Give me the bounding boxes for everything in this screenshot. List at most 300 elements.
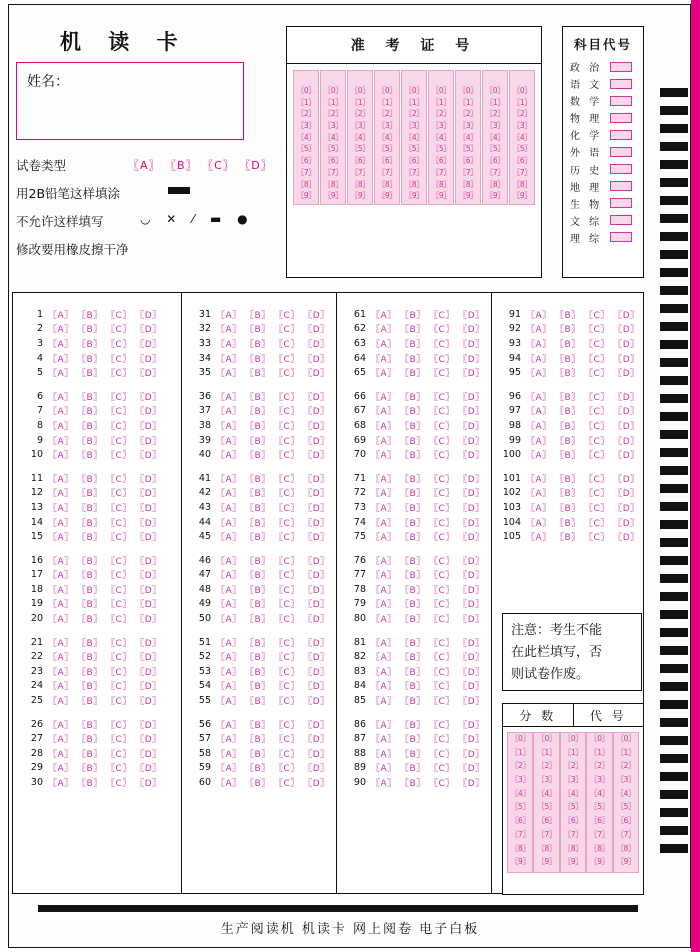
exam-number-bubble[interactable]: 〖3〗: [485, 121, 505, 131]
answer-options[interactable]: 〖A〗 〖B〗 〖C〗 〖D〗: [48, 474, 162, 485]
answer-row[interactable]: [344, 649, 499, 664]
answer-options[interactable]: 〖A〗 〖B〗 〖C〗 〖D〗: [526, 407, 640, 418]
score-bubble[interactable]: 〖9〗: [590, 857, 609, 867]
exam-number-bubble[interactable]: 〖7〗: [431, 167, 451, 177]
score-bubble[interactable]: 〖3〗: [511, 775, 530, 785]
exam-number-column[interactable]: [428, 70, 454, 205]
exam-number-bubble[interactable]: 〖6〗: [377, 156, 397, 166]
exam-number-bubble[interactable]: 〖1〗: [404, 97, 424, 107]
answer-row[interactable]: [344, 746, 499, 761]
score-bubble[interactable]: 〖6〗: [563, 816, 583, 826]
exam-number-column[interactable]: [374, 70, 400, 205]
answer-options[interactable]: 〖A〗 〖B〗 〖C〗 〖D〗: [216, 392, 330, 403]
exam-number-bubble[interactable]: 〖0〗: [431, 86, 451, 95]
answer-options[interactable]: 〖A〗 〖B〗 〖C〗 〖D〗: [526, 474, 640, 485]
score-bubble[interactable]: 〖2〗: [537, 761, 556, 771]
score-bubble[interactable]: 〖9〗: [563, 857, 583, 867]
exam-number-bubble[interactable]: 〖6〗: [512, 156, 532, 166]
exam-number-bubble[interactable]: 〖4〗: [512, 132, 532, 142]
exam-number-bubble[interactable]: 〖0〗: [350, 86, 370, 95]
answer-options[interactable]: 〖A〗 〖B〗 〖C〗 〖D〗: [526, 421, 640, 432]
score-bubble[interactable]: 〖7〗: [511, 829, 530, 839]
exam-number-column[interactable]: [509, 70, 535, 205]
exam-number-bubble[interactable]: 〖8〗: [404, 179, 424, 189]
answer-options[interactable]: 〖A〗 〖B〗 〖C〗 〖D〗: [526, 369, 640, 380]
answer-row[interactable]: [344, 679, 499, 694]
score-bubble-column[interactable]: [613, 732, 639, 873]
answer-options[interactable]: 〖A〗 〖B〗 〖C〗 〖D〗: [48, 682, 162, 693]
exam-number-bubble[interactable]: 〖3〗: [458, 121, 478, 131]
answer-row[interactable]: [21, 649, 176, 664]
answer-row[interactable]: [21, 418, 176, 433]
score-bubble[interactable]: 〖0〗: [511, 734, 530, 743]
answer-options[interactable]: 〖A〗 〖B〗 〖C〗 〖D〗: [216, 503, 330, 514]
exam-number-bubble[interactable]: 〖6〗: [350, 156, 370, 166]
answer-row[interactable]: [499, 307, 654, 322]
answer-options[interactable]: 〖A〗 〖B〗 〖C〗 〖D〗: [48, 667, 162, 678]
answer-row[interactable]: [344, 365, 499, 380]
exam-number-bubble[interactable]: 〖0〗: [512, 86, 532, 95]
score-bubble[interactable]: 〖4〗: [511, 788, 530, 798]
answer-options[interactable]: 〖A〗 〖B〗 〖C〗 〖D〗: [371, 653, 485, 664]
answer-row[interactable]: [189, 529, 344, 544]
score-bubble[interactable]: 〖6〗: [511, 816, 530, 826]
score-bubble[interactable]: 〖2〗: [616, 761, 635, 771]
score-bubble[interactable]: 〖1〗: [511, 747, 530, 757]
exam-number-bubble[interactable]: 〖0〗: [296, 86, 316, 95]
subject-code-bubble[interactable]: [610, 147, 632, 157]
answer-row[interactable]: [344, 404, 499, 419]
score-bubble[interactable]: 〖8〗: [616, 843, 635, 853]
subject-code-row[interactable]: [570, 76, 638, 91]
paper-type-options[interactable]: 〖A〗 〖B〗 〖C〗 〖D〗: [128, 159, 273, 172]
exam-number-bubble[interactable]: 〖7〗: [512, 167, 532, 177]
answer-options[interactable]: 〖A〗 〖B〗 〖C〗 〖D〗: [216, 749, 330, 760]
answer-row[interactable]: [189, 447, 344, 462]
answer-row[interactable]: [499, 322, 654, 337]
answer-row[interactable]: [499, 433, 654, 448]
answer-options[interactable]: 〖A〗 〖B〗 〖C〗 〖D〗: [216, 600, 330, 611]
answer-row[interactable]: [21, 693, 176, 708]
answer-row[interactable]: [344, 500, 499, 515]
answer-row[interactable]: [344, 433, 499, 448]
answer-options[interactable]: 〖A〗 〖B〗 〖C〗 〖D〗: [371, 310, 485, 321]
answer-options[interactable]: 〖A〗 〖B〗 〖C〗 〖D〗: [48, 638, 162, 649]
exam-number-bubble[interactable]: 〖8〗: [350, 179, 370, 189]
answer-options[interactable]: 〖A〗 〖B〗 〖C〗 〖D〗: [216, 339, 330, 350]
subject-code-bubble[interactable]: [610, 232, 632, 242]
answer-options[interactable]: 〖A〗 〖B〗 〖C〗 〖D〗: [216, 310, 330, 321]
exam-number-bubble[interactable]: 〖5〗: [431, 144, 451, 154]
answer-row[interactable]: [499, 351, 654, 366]
answer-row[interactable]: [499, 515, 654, 530]
answer-row[interactable]: [21, 322, 176, 337]
exam-number-bubble[interactable]: 〖4〗: [485, 132, 505, 142]
exam-number-column[interactable]: [482, 70, 508, 205]
answer-options[interactable]: 〖A〗 〖B〗 〖C〗 〖D〗: [48, 339, 162, 350]
name-field-box[interactable]: [16, 62, 244, 140]
answer-row[interactable]: [189, 693, 344, 708]
subject-code-row[interactable]: [570, 162, 638, 177]
answer-row[interactable]: [21, 664, 176, 679]
exam-number-bubble[interactable]: 〖1〗: [512, 97, 532, 107]
exam-number-bubble[interactable]: 〖5〗: [377, 144, 397, 154]
answer-options[interactable]: 〖A〗 〖B〗 〖C〗 〖D〗: [371, 735, 485, 746]
answer-row[interactable]: [189, 568, 344, 583]
answer-options[interactable]: 〖A〗 〖B〗 〖C〗 〖D〗: [371, 764, 485, 775]
answer-options[interactable]: 〖A〗 〖B〗 〖C〗 〖D〗: [371, 503, 485, 514]
answer-row[interactable]: [21, 635, 176, 650]
exam-number-bubble[interactable]: 〖3〗: [377, 121, 397, 131]
exam-number-bubble[interactable]: 〖3〗: [431, 121, 451, 131]
answer-row[interactable]: [189, 664, 344, 679]
exam-number-bubble[interactable]: 〖4〗: [431, 132, 451, 142]
answer-options[interactable]: 〖A〗 〖B〗 〖C〗 〖D〗: [371, 474, 485, 485]
answer-options[interactable]: 〖A〗 〖B〗 〖C〗 〖D〗: [371, 407, 485, 418]
answer-row[interactable]: [344, 307, 499, 322]
answer-row[interactable]: [344, 486, 499, 501]
answer-row[interactable]: [189, 582, 344, 597]
exam-number-bubble[interactable]: 〖5〗: [323, 144, 343, 154]
exam-number-bubble[interactable]: 〖1〗: [296, 97, 316, 107]
score-bubble-column[interactable]: [533, 732, 559, 873]
answer-row[interactable]: [189, 717, 344, 732]
exam-number-bubble[interactable]: 〖2〗: [431, 109, 451, 119]
answer-row[interactable]: [499, 500, 654, 515]
answer-row[interactable]: [499, 486, 654, 501]
exam-number-bubble[interactable]: 〖7〗: [350, 167, 370, 177]
exam-number-bubble[interactable]: 〖1〗: [377, 97, 397, 107]
answer-options[interactable]: 〖A〗 〖B〗 〖C〗 〖D〗: [371, 667, 485, 678]
answer-options[interactable]: 〖A〗 〖B〗 〖C〗 〖D〗: [371, 392, 485, 403]
exam-number-bubble[interactable]: 〖7〗: [296, 167, 316, 177]
subject-code-bubble[interactable]: [610, 62, 632, 72]
answer-row[interactable]: [499, 404, 654, 419]
answer-row[interactable]: [344, 471, 499, 486]
answer-row[interactable]: [21, 389, 176, 404]
exam-number-bubble[interactable]: 〖9〗: [350, 191, 370, 201]
answer-options[interactable]: 〖A〗 〖B〗 〖C〗 〖D〗: [526, 325, 640, 336]
answer-row[interactable]: [499, 447, 654, 462]
answer-options[interactable]: 〖A〗 〖B〗 〖C〗 〖D〗: [526, 518, 640, 529]
score-bubble[interactable]: 〖1〗: [590, 747, 609, 757]
answer-options[interactable]: 〖A〗 〖B〗 〖C〗 〖D〗: [371, 518, 485, 529]
score-bubble[interactable]: 〖3〗: [616, 775, 635, 785]
answer-options[interactable]: 〖A〗 〖B〗 〖C〗 〖D〗: [48, 720, 162, 731]
answer-options[interactable]: 〖A〗 〖B〗 〖C〗 〖D〗: [48, 503, 162, 514]
answer-row[interactable]: [189, 433, 344, 448]
answer-row[interactable]: [21, 515, 176, 530]
answer-row[interactable]: [21, 746, 176, 761]
answer-row[interactable]: [189, 322, 344, 337]
score-bubble[interactable]: 〖2〗: [511, 761, 530, 771]
answer-options[interactable]: 〖A〗 〖B〗 〖C〗 〖D〗: [526, 489, 640, 500]
answer-row[interactable]: [344, 597, 499, 612]
score-bubble[interactable]: 〖0〗: [537, 734, 556, 743]
answer-options[interactable]: 〖A〗 〖B〗 〖C〗 〖D〗: [48, 749, 162, 760]
answer-row[interactable]: [189, 679, 344, 694]
answer-options[interactable]: 〖A〗 〖B〗 〖C〗 〖D〗: [48, 436, 162, 447]
answer-options[interactable]: 〖A〗 〖B〗 〖C〗 〖D〗: [371, 421, 485, 432]
answer-row[interactable]: [21, 568, 176, 583]
exam-number-bubble[interactable]: 〖8〗: [458, 179, 478, 189]
exam-number-bubble[interactable]: 〖1〗: [350, 97, 370, 107]
exam-number-bubble[interactable]: 〖6〗: [485, 156, 505, 166]
answer-row[interactable]: [21, 529, 176, 544]
answer-options[interactable]: 〖A〗 〖B〗 〖C〗 〖D〗: [48, 407, 162, 418]
answer-options[interactable]: 〖A〗 〖B〗 〖C〗 〖D〗: [216, 518, 330, 529]
answer-options[interactable]: 〖A〗 〖B〗 〖C〗 〖D〗: [216, 653, 330, 664]
answer-options[interactable]: 〖A〗 〖B〗 〖C〗 〖D〗: [526, 392, 640, 403]
score-bubble[interactable]: 〖5〗: [563, 802, 583, 812]
exam-number-bubble[interactable]: 〖7〗: [404, 167, 424, 177]
exam-number-bubble[interactable]: 〖5〗: [512, 144, 532, 154]
answer-row[interactable]: [344, 336, 499, 351]
answer-row[interactable]: [189, 649, 344, 664]
answer-options[interactable]: 〖A〗 〖B〗 〖C〗 〖D〗: [48, 354, 162, 365]
score-bubble[interactable]: 〖8〗: [590, 843, 609, 853]
answer-row[interactable]: [21, 761, 176, 776]
answer-options[interactable]: 〖A〗 〖B〗 〖C〗 〖D〗: [526, 354, 640, 365]
answer-options[interactable]: 〖A〗 〖B〗 〖C〗 〖D〗: [216, 638, 330, 649]
answer-options[interactable]: 〖A〗 〖B〗 〖C〗 〖D〗: [48, 518, 162, 529]
answer-row[interactable]: [344, 447, 499, 462]
answer-row[interactable]: [344, 717, 499, 732]
answer-column-3[interactable]: [344, 293, 499, 893]
score-bubble-column[interactable]: [586, 732, 612, 873]
answer-row[interactable]: [189, 307, 344, 322]
answer-options[interactable]: 〖A〗 〖B〗 〖C〗 〖D〗: [216, 720, 330, 731]
answer-options[interactable]: 〖A〗 〖B〗 〖C〗 〖D〗: [371, 436, 485, 447]
answer-options[interactable]: 〖A〗 〖B〗 〖C〗 〖D〗: [48, 556, 162, 567]
exam-number-bubble[interactable]: 〖1〗: [458, 97, 478, 107]
score-bubble[interactable]: 〖1〗: [537, 747, 556, 757]
score-bubble[interactable]: 〖6〗: [590, 816, 609, 826]
score-bubble[interactable]: 〖4〗: [563, 788, 583, 798]
answer-options[interactable]: 〖A〗 〖B〗 〖C〗 〖D〗: [371, 451, 485, 462]
answer-options[interactable]: 〖A〗 〖B〗 〖C〗 〖D〗: [526, 451, 640, 462]
exam-number-bubble-grid[interactable]: [287, 70, 541, 205]
exam-number-bubble[interactable]: 〖0〗: [485, 86, 505, 95]
answer-row[interactable]: [21, 679, 176, 694]
exam-number-bubble[interactable]: 〖5〗: [350, 144, 370, 154]
answer-options[interactable]: 〖A〗 〖B〗 〖C〗 〖D〗: [526, 503, 640, 514]
answer-row[interactable]: [21, 553, 176, 568]
answer-options[interactable]: 〖A〗 〖B〗 〖C〗 〖D〗: [371, 556, 485, 567]
exam-number-bubble[interactable]: 〖2〗: [458, 109, 478, 119]
exam-number-bubble[interactable]: 〖8〗: [431, 179, 451, 189]
answer-options[interactable]: 〖A〗 〖B〗 〖C〗 〖D〗: [216, 682, 330, 693]
answer-options[interactable]: 〖A〗 〖B〗 〖C〗 〖D〗: [216, 451, 330, 462]
answer-row[interactable]: [189, 500, 344, 515]
score-bubble[interactable]: 〖5〗: [511, 802, 530, 812]
answer-options[interactable]: 〖A〗 〖B〗 〖C〗 〖D〗: [216, 533, 330, 544]
answer-row[interactable]: [344, 761, 499, 776]
answer-row[interactable]: [499, 471, 654, 486]
exam-number-bubble[interactable]: 〖9〗: [431, 191, 451, 201]
subject-code-bubble[interactable]: [610, 164, 632, 174]
answer-options[interactable]: 〖A〗 〖B〗 〖C〗 〖D〗: [371, 571, 485, 582]
exam-number-bubble[interactable]: 〖4〗: [350, 132, 370, 142]
answer-column-1[interactable]: [21, 293, 176, 893]
exam-number-column[interactable]: [293, 70, 319, 205]
answer-options[interactable]: 〖A〗 〖B〗 〖C〗 〖D〗: [526, 339, 640, 350]
exam-number-bubble[interactable]: 〖9〗: [512, 191, 532, 201]
exam-number-bubble[interactable]: 〖1〗: [323, 97, 343, 107]
exam-number-bubble[interactable]: 〖9〗: [458, 191, 478, 201]
subject-code-row[interactable]: [570, 127, 638, 142]
subject-code-row[interactable]: [570, 213, 638, 228]
answer-row[interactable]: [189, 418, 344, 433]
subject-code-row[interactable]: [570, 59, 638, 74]
score-bubble[interactable]: 〖0〗: [616, 734, 635, 743]
answer-row[interactable]: [344, 322, 499, 337]
answer-row[interactable]: [344, 611, 499, 626]
score-bubble[interactable]: 〖5〗: [616, 802, 635, 812]
answer-row[interactable]: [189, 351, 344, 366]
score-bubble[interactable]: 〖1〗: [563, 747, 583, 757]
score-bubble[interactable]: 〖9〗: [537, 857, 556, 867]
exam-number-bubble[interactable]: 〖9〗: [323, 191, 343, 201]
subject-code-row[interactable]: [570, 179, 638, 194]
exam-number-column[interactable]: [401, 70, 427, 205]
exam-number-bubble[interactable]: 〖3〗: [296, 121, 316, 131]
exam-number-bubble[interactable]: 〖4〗: [296, 132, 316, 142]
answer-options[interactable]: 〖A〗 〖B〗 〖C〗 〖D〗: [526, 533, 640, 544]
exam-number-bubble[interactable]: 〖3〗: [323, 121, 343, 131]
exam-number-bubble[interactable]: 〖0〗: [404, 86, 424, 95]
answer-options[interactable]: 〖A〗 〖B〗 〖C〗 〖D〗: [48, 392, 162, 403]
exam-number-bubble[interactable]: 〖8〗: [323, 179, 343, 189]
exam-number-bubble[interactable]: 〖6〗: [296, 156, 316, 166]
answer-row[interactable]: [499, 529, 654, 544]
answer-row[interactable]: [189, 611, 344, 626]
answer-row[interactable]: [189, 761, 344, 776]
answer-options[interactable]: 〖A〗 〖B〗 〖C〗 〖D〗: [216, 474, 330, 485]
answer-options[interactable]: 〖A〗 〖B〗 〖C〗 〖D〗: [48, 451, 162, 462]
exam-number-column[interactable]: [320, 70, 346, 205]
answer-row[interactable]: [499, 336, 654, 351]
answer-row[interactable]: [21, 433, 176, 448]
exam-number-bubble[interactable]: 〖4〗: [404, 132, 424, 142]
answer-row[interactable]: [189, 515, 344, 530]
answer-row[interactable]: [189, 389, 344, 404]
exam-number-bubble[interactable]: 〖6〗: [404, 156, 424, 166]
score-bubble[interactable]: 〖4〗: [616, 788, 635, 798]
answer-options[interactable]: 〖A〗 〖B〗 〖C〗 〖D〗: [371, 339, 485, 350]
answer-options[interactable]: 〖A〗 〖B〗 〖C〗 〖D〗: [48, 369, 162, 380]
answer-options[interactable]: 〖A〗 〖B〗 〖C〗 〖D〗: [371, 600, 485, 611]
answer-row[interactable]: [189, 775, 344, 790]
exam-number-bubble[interactable]: 〖4〗: [458, 132, 478, 142]
answer-column-2[interactable]: [189, 293, 344, 893]
answer-options[interactable]: 〖A〗 〖B〗 〖C〗 〖D〗: [216, 697, 330, 708]
answer-options[interactable]: 〖A〗 〖B〗 〖C〗 〖D〗: [216, 369, 330, 380]
answer-row[interactable]: [344, 664, 499, 679]
answer-options[interactable]: 〖A〗 〖B〗 〖C〗 〖D〗: [216, 325, 330, 336]
exam-number-bubble[interactable]: 〖7〗: [323, 167, 343, 177]
answer-row[interactable]: [189, 404, 344, 419]
exam-number-bubble[interactable]: 〖1〗: [485, 97, 505, 107]
answer-row[interactable]: [189, 597, 344, 612]
answer-options[interactable]: 〖A〗 〖B〗 〖C〗 〖D〗: [216, 556, 330, 567]
exam-number-column[interactable]: [347, 70, 373, 205]
answer-options[interactable]: 〖A〗 〖B〗 〖C〗 〖D〗: [371, 638, 485, 649]
answer-options[interactable]: 〖A〗 〖B〗 〖C〗 〖D〗: [216, 764, 330, 775]
answer-row[interactable]: [21, 597, 176, 612]
answer-options[interactable]: 〖A〗 〖B〗 〖C〗 〖D〗: [371, 720, 485, 731]
score-bubble[interactable]: 〖2〗: [563, 761, 583, 771]
exam-number-bubble[interactable]: 〖3〗: [404, 121, 424, 131]
answer-options[interactable]: 〖A〗 〖B〗 〖C〗 〖D〗: [48, 489, 162, 500]
answer-row[interactable]: [189, 635, 344, 650]
exam-number-bubble[interactable]: 〖1〗: [431, 97, 451, 107]
score-bubble[interactable]: 〖3〗: [537, 775, 556, 785]
answer-row[interactable]: [21, 447, 176, 462]
answer-options[interactable]: 〖A〗 〖B〗 〖C〗 〖D〗: [216, 779, 330, 790]
answer-options[interactable]: 〖A〗 〖B〗 〖C〗 〖D〗: [216, 407, 330, 418]
answer-options[interactable]: 〖A〗 〖B〗 〖C〗 〖D〗: [48, 310, 162, 321]
exam-number-bubble[interactable]: 〖2〗: [296, 109, 316, 119]
answer-options[interactable]: 〖A〗 〖B〗 〖C〗 〖D〗: [371, 585, 485, 596]
answer-options[interactable]: 〖A〗 〖B〗 〖C〗 〖D〗: [371, 779, 485, 790]
answer-row[interactable]: [21, 775, 176, 790]
subject-code-row[interactable]: [570, 196, 638, 211]
exam-number-bubble[interactable]: 〖8〗: [377, 179, 397, 189]
exam-number-bubble[interactable]: 〖3〗: [512, 121, 532, 131]
score-bubble[interactable]: 〖1〗: [616, 747, 635, 757]
answer-options[interactable]: 〖A〗 〖B〗 〖C〗 〖D〗: [48, 571, 162, 582]
answer-options[interactable]: 〖A〗 〖B〗 〖C〗 〖D〗: [48, 325, 162, 336]
score-bubble[interactable]: 〖4〗: [590, 788, 609, 798]
answer-options[interactable]: 〖A〗 〖B〗 〖C〗 〖D〗: [48, 764, 162, 775]
answer-options[interactable]: 〖A〗 〖B〗 〖C〗 〖D〗: [216, 436, 330, 447]
answer-options[interactable]: 〖A〗 〖B〗 〖C〗 〖D〗: [48, 585, 162, 596]
score-bubble[interactable]: 〖5〗: [590, 802, 609, 812]
subject-code-bubble[interactable]: [610, 113, 632, 123]
exam-number-column[interactable]: [455, 70, 481, 205]
exam-number-bubble[interactable]: 〖0〗: [377, 86, 397, 95]
answer-row[interactable]: [189, 471, 344, 486]
exam-number-bubble[interactable]: 〖7〗: [458, 167, 478, 177]
answer-row[interactable]: [344, 635, 499, 650]
answer-row[interactable]: [344, 553, 499, 568]
answer-options[interactable]: 〖A〗 〖B〗 〖C〗 〖D〗: [371, 369, 485, 380]
answer-row[interactable]: [21, 717, 176, 732]
answer-options[interactable]: 〖A〗 〖B〗 〖C〗 〖D〗: [48, 600, 162, 611]
exam-number-bubble[interactable]: 〖2〗: [404, 109, 424, 119]
answer-options[interactable]: 〖A〗 〖B〗 〖C〗 〖D〗: [526, 436, 640, 447]
answer-row[interactable]: [21, 336, 176, 351]
exam-number-bubble[interactable]: 〖7〗: [377, 167, 397, 177]
subject-code-row[interactable]: [570, 144, 638, 159]
answer-row[interactable]: [21, 404, 176, 419]
answer-row[interactable]: [344, 731, 499, 746]
score-bubble[interactable]: 〖8〗: [563, 843, 583, 853]
subject-code-row[interactable]: [570, 93, 638, 108]
answer-options[interactable]: 〖A〗 〖B〗 〖C〗 〖D〗: [216, 735, 330, 746]
exam-number-bubble[interactable]: 〖9〗: [377, 191, 397, 201]
answer-options[interactable]: 〖A〗 〖B〗 〖C〗 〖D〗: [371, 354, 485, 365]
exam-number-bubble[interactable]: 〖5〗: [485, 144, 505, 154]
exam-number-bubble[interactable]: 〖2〗: [377, 109, 397, 119]
answer-row[interactable]: [344, 389, 499, 404]
score-bubble[interactable]: 〖9〗: [616, 857, 635, 867]
answer-options[interactable]: 〖A〗 〖B〗 〖C〗 〖D〗: [48, 533, 162, 544]
exam-number-bubble[interactable]: 〖3〗: [350, 121, 370, 131]
exam-number-bubble[interactable]: 〖0〗: [458, 86, 478, 95]
subject-code-bubble[interactable]: [610, 96, 632, 106]
